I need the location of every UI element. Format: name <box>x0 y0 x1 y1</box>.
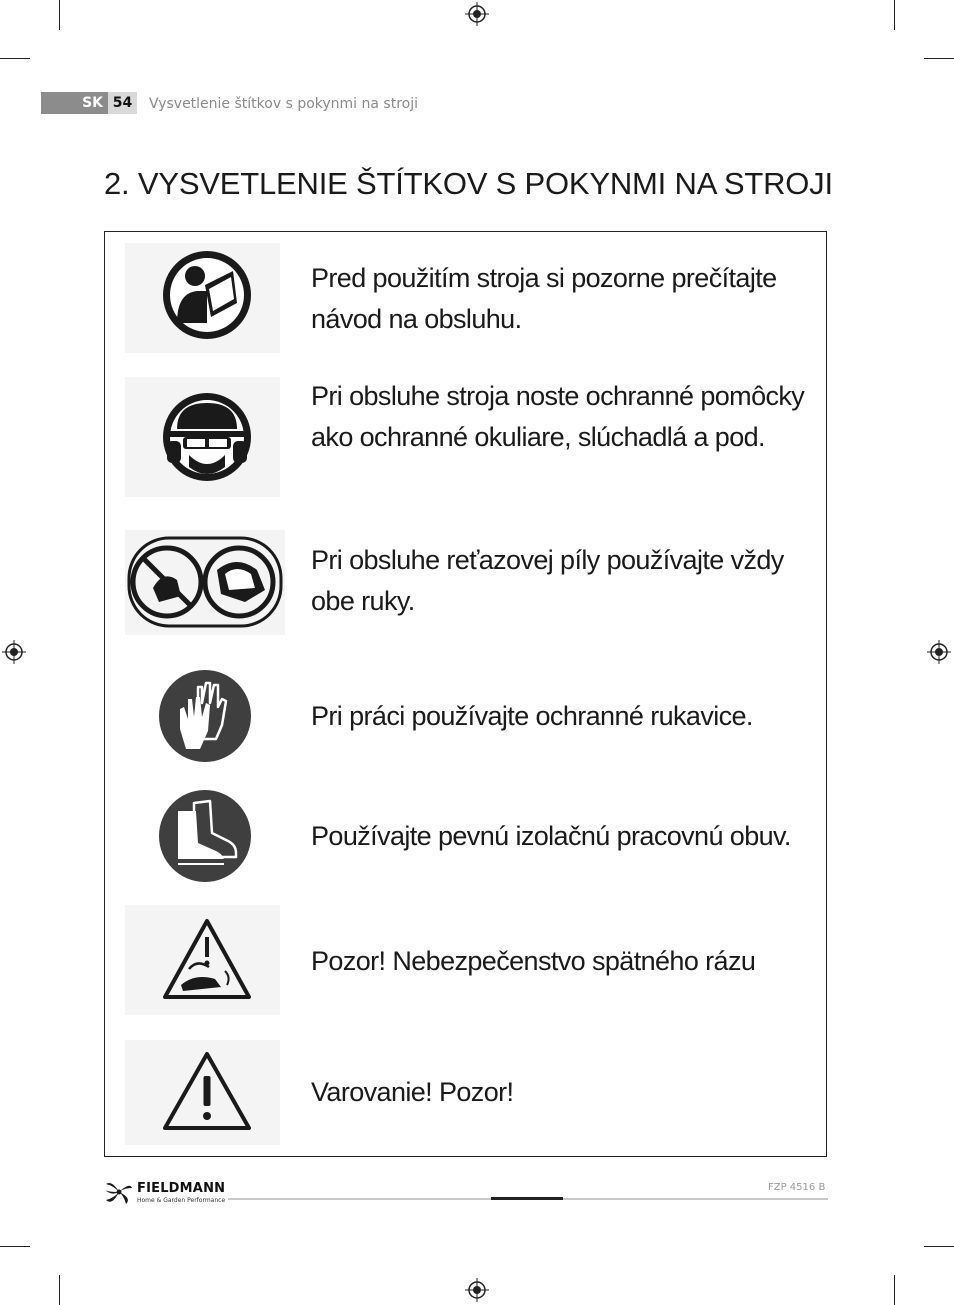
registration-mark-icon <box>2 640 26 664</box>
footer-divider-accent <box>491 1197 563 1200</box>
row-text: Varovanie! Pozor! <box>311 1077 514 1107</box>
crop-mark <box>59 0 60 30</box>
page-number: 54 <box>108 92 137 114</box>
warning-triangle-icon <box>125 1040 280 1145</box>
registration-mark-icon <box>927 640 951 664</box>
crop-mark <box>59 1275 60 1305</box>
section-heading: 2. VYSVETLENIE ŠTÍTKOV S POKYNMI NA STROJI <box>104 166 833 201</box>
crop-mark <box>0 58 30 59</box>
read-manual-icon <box>125 243 280 353</box>
row-text: Pri obsluhe stroja noste ochranné pomôcky ako ochranné okuliare, slúchadlá a pod. <box>311 381 805 452</box>
boots-icon <box>158 789 252 883</box>
registration-mark-icon <box>465 1278 489 1302</box>
kickback-warning-icon <box>125 905 280 1015</box>
brand-tagline: Home & Garden Performance <box>137 1197 226 1204</box>
crop-mark <box>924 58 954 59</box>
row-text: Používajte pevnú izolačnú pracovnú obuv. <box>311 821 791 851</box>
crop-mark <box>0 1246 30 1247</box>
two-hands-icon <box>125 530 285 635</box>
row-text: Pozor! Nebezpečenstvo spätného rázu <box>311 946 756 976</box>
running-header-title: Vysvetlenie štítkov s pokynmi na stroji <box>149 96 418 112</box>
row-text: Pred použitím stroja si pozorne prečítajte návod na obsluhu. <box>311 263 777 334</box>
crop-mark <box>894 0 895 30</box>
registration-mark-icon <box>465 2 489 26</box>
language-code: SK <box>82 95 103 111</box>
fieldmann-logo-icon <box>104 1178 134 1206</box>
crop-mark <box>924 1246 954 1247</box>
row-text: Pri obsluhe reťazovej píly používajte vždy obe ruky. <box>311 545 784 616</box>
gloves-icon <box>158 669 252 763</box>
row-text: Pri práci používajte ochranné rukavice. <box>311 701 753 731</box>
crop-mark <box>894 1275 895 1305</box>
model-number: FZP 4516 B <box>768 1182 826 1193</box>
ear-eye-protection-icon <box>125 377 280 497</box>
brand-name: FIELDMANN <box>137 1181 226 1196</box>
